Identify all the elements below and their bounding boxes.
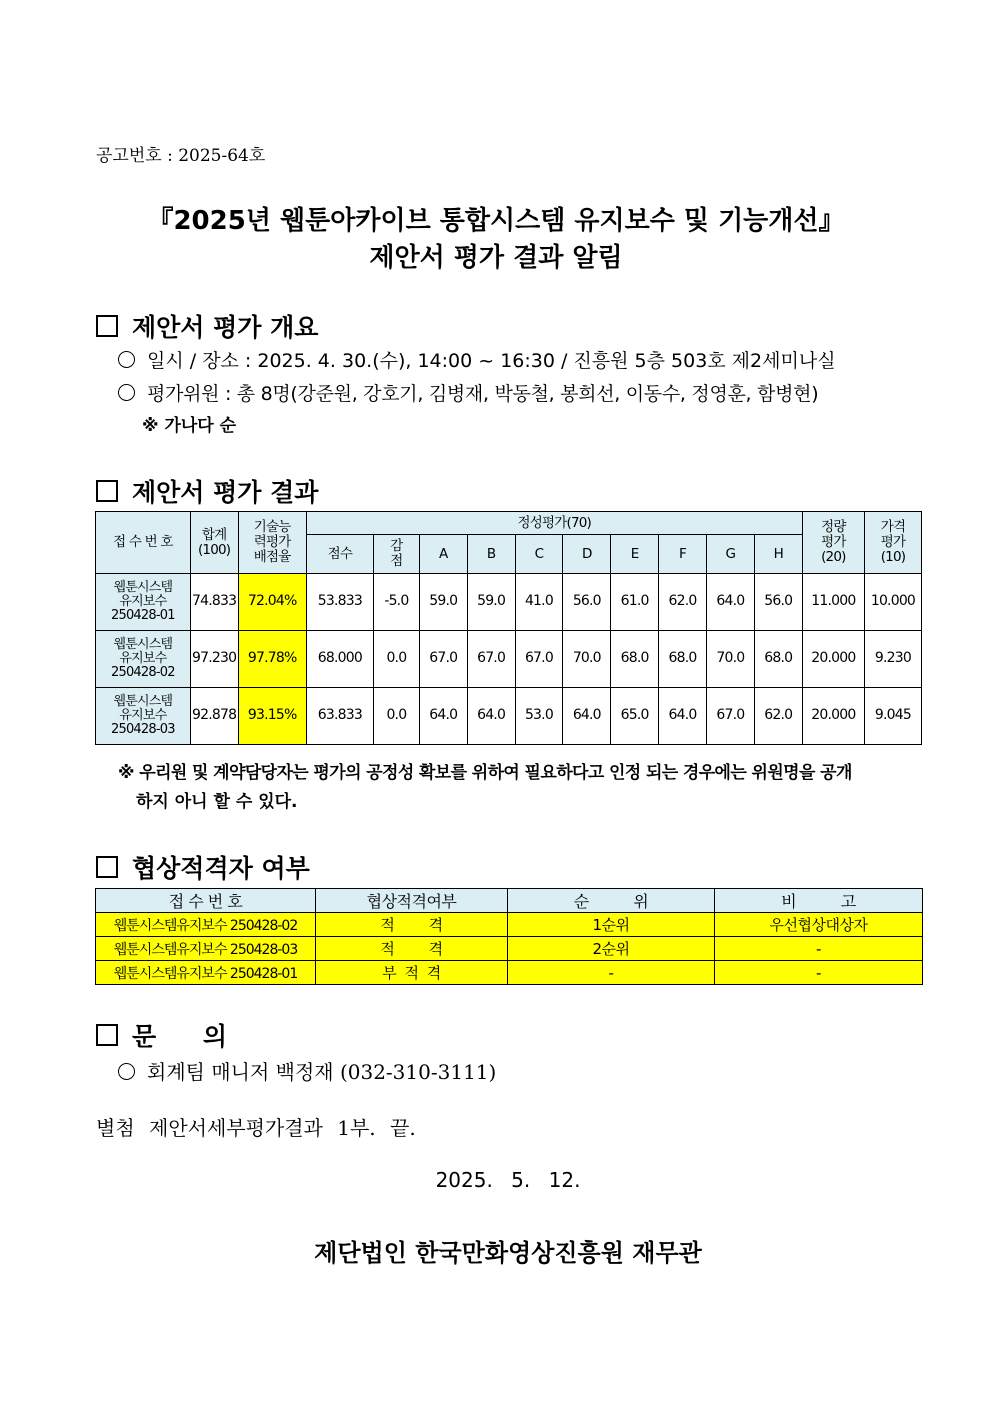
header-evaluator-c: C <box>515 535 563 574</box>
date-place-text: 일시 / 장소 : 2025. 4. 30.(수), 14:00 ~ 16:30 / 진흥원 5층 503호 제2세미나실 <box>147 350 836 372</box>
section-negotiation-heading <box>96 849 310 885</box>
footnote-line1: ※ 우리원 및 계약담당자는 평가의 공정성 확보를 위하여 필요하다고 인정 되는 경우에는 위원명을 공개 <box>118 763 852 783</box>
circle-bullet-icon <box>118 351 135 368</box>
total-cell: 74.833 <box>190 574 238 631</box>
header-receipt-no: 접 수 번 호 <box>96 512 191 574</box>
evaluator-e-cell: 65.0 <box>611 688 659 745</box>
eligibility-cell: 적 격 <box>316 937 508 961</box>
total-cell: 97.230 <box>190 631 238 688</box>
header-receipt-no: 접 수 번 호 <box>96 889 316 913</box>
checkbox-square-icon <box>96 1024 118 1046</box>
section-inquiry-heading <box>96 1017 227 1053</box>
footnote-line2: 하지 아니 할 수 있다. <box>136 792 298 812</box>
table-row <box>96 961 923 985</box>
evaluator-h-cell: 62.0 <box>754 688 802 745</box>
ratio-cell: 72.04% <box>238 574 306 631</box>
evaluator-f-cell: 62.0 <box>659 574 707 631</box>
header-evaluator-d: D <box>563 535 611 574</box>
evaluator-c-cell: 67.0 <box>515 631 563 688</box>
evaluator-d-cell: 64.0 <box>563 688 611 745</box>
evaluator-c-cell: 53.0 <box>515 688 563 745</box>
notice-number: 공고번호 : 2025-64호 <box>96 146 266 166</box>
header-evaluator-h: H <box>754 535 802 574</box>
remark-cell: - <box>715 961 923 985</box>
header-evaluator-g: G <box>706 535 754 574</box>
evaluator-b-cell: 59.0 <box>467 574 515 631</box>
table-row <box>96 937 923 961</box>
header-tech-ratio: 기술능 력평가 배점율 <box>238 512 306 574</box>
table-row <box>96 574 922 631</box>
receipt-cell: 웹툰시스템 유지보수 250428-03 <box>96 688 191 745</box>
table-row <box>96 631 922 688</box>
table-row <box>96 913 923 937</box>
receipt-cell: 웹툰시스템 유지보수 250428-02 <box>96 631 191 688</box>
issuer: 제단법인 한국만화영상진흥원 재무관 <box>314 1238 702 1267</box>
evaluator-d-cell: 56.0 <box>563 574 611 631</box>
quantitative-cell: 11.000 <box>802 574 864 631</box>
header-rank: 순 위 <box>508 889 715 913</box>
inquiry-contact <box>118 1056 496 1085</box>
evaluator-f-cell: 64.0 <box>659 688 707 745</box>
evaluator-e-cell: 61.0 <box>611 574 659 631</box>
deduction-cell: 0.0 <box>373 631 419 688</box>
evaluator-c-cell: 41.0 <box>515 574 563 631</box>
checkbox-square-icon <box>96 480 118 502</box>
receipt-cell: 웹툰시스템유지보수 250428-03 <box>96 937 316 961</box>
section-overview-title: 제안서 평가 개요 <box>132 313 319 342</box>
section-result-title: 제안서 평가 결과 <box>132 478 319 507</box>
header-evaluator-e: E <box>611 535 659 574</box>
issue-date: 2025. 5. 12. <box>435 1168 581 1192</box>
evaluator-f-cell: 68.0 <box>659 631 707 688</box>
header-score: 점수 <box>306 535 373 574</box>
eligibility-cell: 부 적 격 <box>316 961 508 985</box>
evaluation-result-table <box>95 511 922 745</box>
rank-cell: - <box>508 961 715 985</box>
remark-cell: 우선협상대상자 <box>715 913 923 937</box>
attachment-note: 별첨 제안서세부평가결과 1부. 끝. <box>96 1116 416 1140</box>
score-cell: 68.000 <box>306 631 373 688</box>
receipt-cell: 웹툰시스템 유지보수 250428-01 <box>96 574 191 631</box>
quantitative-cell: 20.000 <box>802 688 864 745</box>
evaluator-a-cell: 67.0 <box>419 631 467 688</box>
rank-cell: 1순위 <box>508 913 715 937</box>
header-quantitative: 정량 평가 (20) <box>802 512 864 574</box>
overview-committee <box>118 379 818 406</box>
section-inquiry-title: 문 의 <box>132 1022 228 1051</box>
section-overview-heading <box>96 308 318 344</box>
checkbox-square-icon <box>96 856 118 878</box>
evaluator-d-cell: 70.0 <box>563 631 611 688</box>
price-cell: 9.045 <box>864 688 921 745</box>
header-evaluator-f: F <box>659 535 707 574</box>
document-title-line2: 제안서 평가 결과 알림 <box>369 243 623 273</box>
committee-text: 평가위원 : 총 8명(강준원, 강호기, 김병재, 박동철, 봉희선, 이동수, 정영훈, 함병현) <box>147 383 819 405</box>
eligibility-cell: 적 격 <box>316 913 508 937</box>
price-cell: 10.000 <box>864 574 921 631</box>
evaluator-a-cell: 64.0 <box>419 688 467 745</box>
evaluator-h-cell: 68.0 <box>754 631 802 688</box>
evaluator-b-cell: 64.0 <box>467 688 515 745</box>
circle-bullet-icon <box>118 384 135 401</box>
score-cell: 63.833 <box>306 688 373 745</box>
header-qualitative: 정성평가(70) <box>306 512 802 535</box>
header-deduction: 감 점 <box>373 535 419 574</box>
remark-cell: - <box>715 937 923 961</box>
evaluator-b-cell: 67.0 <box>467 631 515 688</box>
receipt-cell: 웹툰시스템유지보수 250428-02 <box>96 913 316 937</box>
document-title-line1: 『2025년 웹툰아카이브 통합시스템 유지보수 및 기능개선』 <box>147 206 845 236</box>
circle-bullet-icon <box>118 1063 135 1080</box>
evaluator-g-cell: 64.0 <box>706 574 754 631</box>
order-note: ※ 가나다 순 <box>142 416 237 436</box>
evaluator-g-cell: 70.0 <box>706 631 754 688</box>
rank-cell: 2순위 <box>508 937 715 961</box>
evaluator-h-cell: 56.0 <box>754 574 802 631</box>
contact-text: 회계팀 매니저 백정재 (032-310-3111) <box>147 1060 497 1084</box>
section-negotiation-title: 협상적격자 여부 <box>132 854 310 883</box>
quantitative-cell: 20.000 <box>802 631 864 688</box>
evaluator-e-cell: 68.0 <box>611 631 659 688</box>
deduction-cell: -5.0 <box>373 574 419 631</box>
section-result-heading <box>96 473 318 509</box>
header-total: 합계 (100) <box>190 512 238 574</box>
receipt-cell: 웹툰시스템유지보수 250428-01 <box>96 961 316 985</box>
overview-date-place <box>118 346 836 373</box>
deduction-cell: 0.0 <box>373 688 419 745</box>
ratio-cell: 93.15% <box>238 688 306 745</box>
header-evaluator-a: A <box>419 535 467 574</box>
header-price: 가격 평가 (10) <box>864 512 921 574</box>
header-eligibility: 협상적격여부 <box>316 889 508 913</box>
total-cell: 92.878 <box>190 688 238 745</box>
table-row <box>96 688 922 745</box>
evaluator-g-cell: 67.0 <box>706 688 754 745</box>
price-cell: 9.230 <box>864 631 921 688</box>
header-evaluator-b: B <box>467 535 515 574</box>
header-remark: 비 고 <box>715 889 923 913</box>
evaluator-a-cell: 59.0 <box>419 574 467 631</box>
checkbox-square-icon <box>96 315 118 337</box>
negotiation-table <box>95 888 923 985</box>
score-cell: 53.833 <box>306 574 373 631</box>
ratio-cell: 97.78% <box>238 631 306 688</box>
